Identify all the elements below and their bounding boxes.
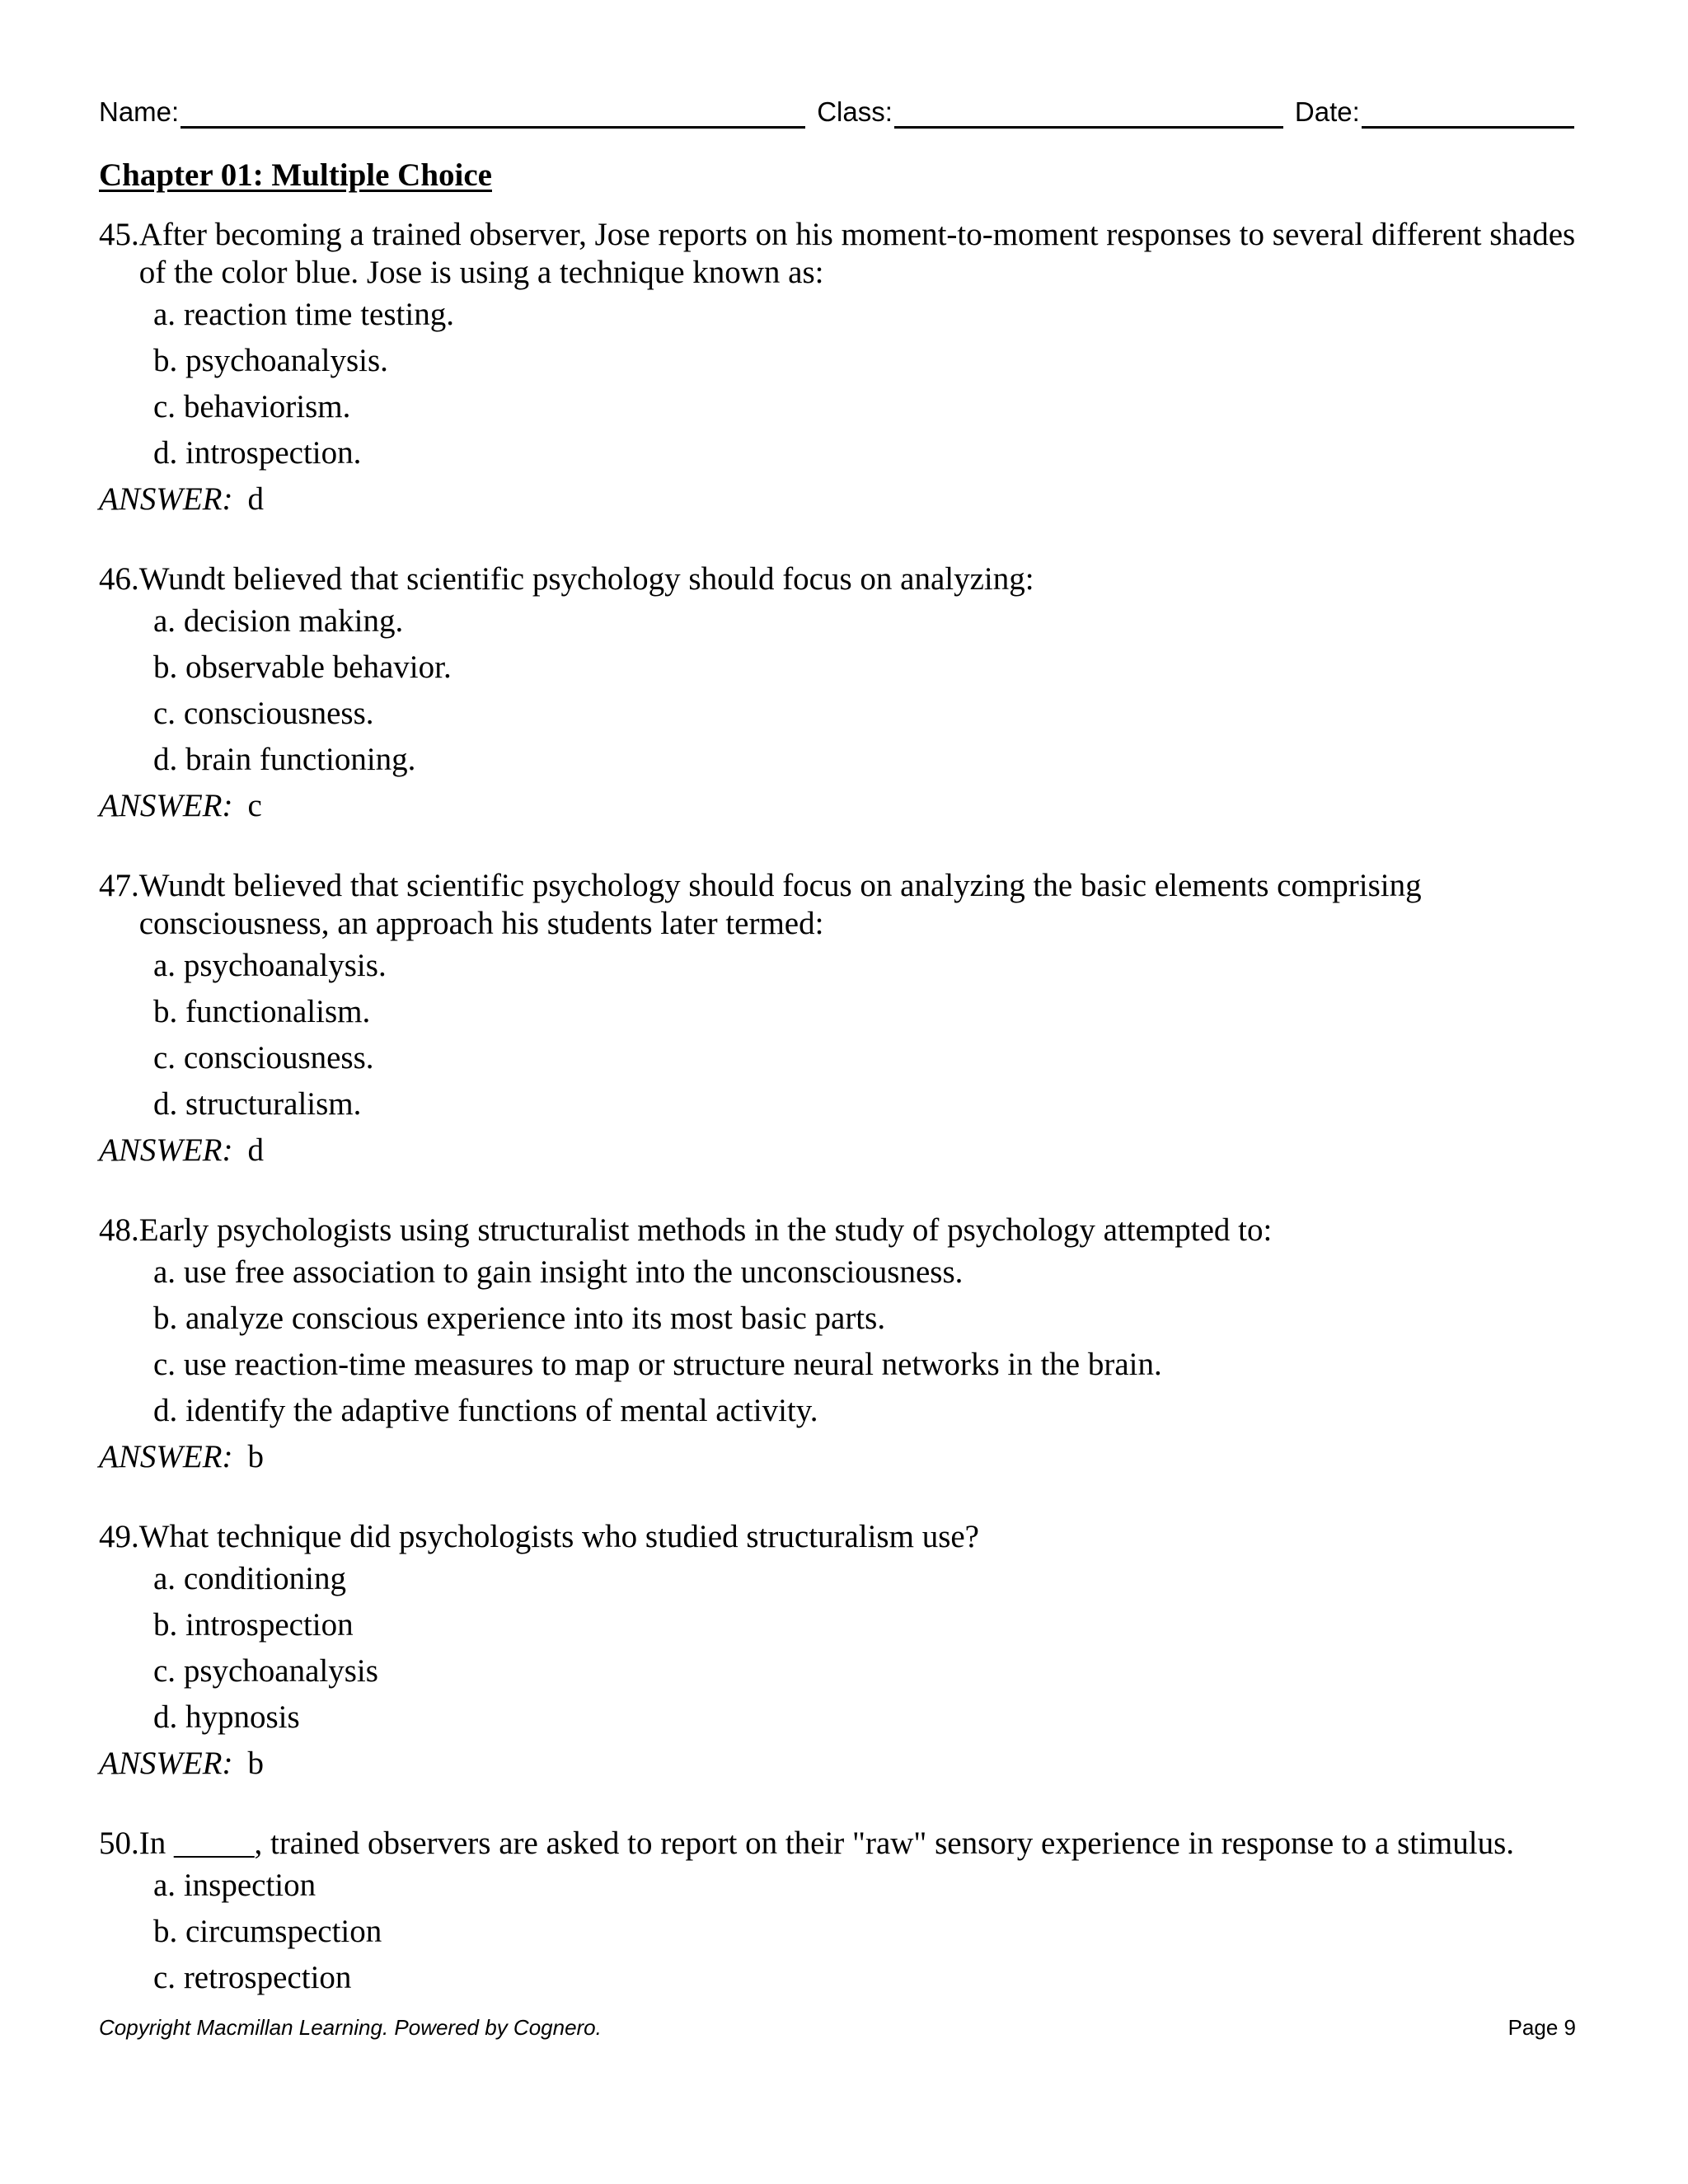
answer-option bbox=[153, 292, 1582, 338]
option-letter: a. bbox=[153, 1254, 176, 1290]
option-letter: c. bbox=[153, 1347, 176, 1382]
option-text: introspection. bbox=[185, 435, 362, 471]
page-footer bbox=[99, 2014, 1576, 2041]
question-text: Wundt believed that scientific psychology should focus on analyzing the basic elements comprising consciousness, an approach his students later termed: bbox=[138, 868, 1422, 941]
option-text: analyze conscious experience into its most basic parts. bbox=[185, 1301, 886, 1336]
answer-option bbox=[153, 1249, 1582, 1296]
answer-options bbox=[153, 598, 1582, 783]
spacer bbox=[177, 742, 185, 777]
answer-option bbox=[153, 598, 1582, 644]
option-letter: c. bbox=[153, 1653, 176, 1689]
answer-option bbox=[153, 644, 1582, 691]
question-stem bbox=[99, 216, 1582, 292]
spacer bbox=[177, 435, 185, 471]
option-letter: a. bbox=[153, 1561, 176, 1596]
answer-value: b bbox=[247, 1746, 264, 1781]
answer-option bbox=[153, 737, 1582, 783]
answer-option bbox=[153, 1081, 1582, 1127]
name-label: Name: bbox=[99, 96, 180, 127]
option-letter: b. bbox=[153, 649, 178, 685]
spacer bbox=[177, 994, 185, 1029]
answer-option bbox=[153, 1342, 1582, 1388]
answer-option bbox=[153, 1694, 1582, 1741]
option-text: inspection bbox=[183, 1868, 316, 1903]
spacer bbox=[177, 1086, 185, 1122]
option-letter: d. bbox=[153, 1086, 178, 1122]
answer-option bbox=[153, 1955, 1582, 2001]
spacer bbox=[176, 1960, 184, 1995]
spacer bbox=[177, 1607, 185, 1643]
question-item bbox=[99, 560, 1582, 829]
answer-key bbox=[99, 1434, 1582, 1480]
answer-label: ANSWER: bbox=[99, 788, 233, 823]
answer-key bbox=[99, 1741, 1582, 1787]
answer-option bbox=[153, 1648, 1582, 1694]
answer-key bbox=[99, 1127, 1582, 1174]
option-text: psychoanalysis. bbox=[185, 343, 388, 378]
option-letter: a. bbox=[153, 948, 176, 983]
question-text: Wundt believed that scientific psychology should focus on analyzing: bbox=[138, 561, 1034, 597]
spacer bbox=[177, 649, 185, 685]
spacer bbox=[176, 1347, 184, 1382]
spacer bbox=[176, 1040, 184, 1076]
option-letter: d. bbox=[153, 435, 178, 471]
option-letter: d. bbox=[153, 1393, 178, 1428]
option-letter: a. bbox=[153, 297, 176, 332]
option-text: introspection bbox=[185, 1607, 354, 1643]
question-text: After becoming a trained observer, Jose reports on his moment-to-moment responses to several different shades of the color blue. Jose is using a technique known as: bbox=[138, 217, 1576, 290]
option-text: behaviorism. bbox=[183, 389, 351, 424]
answer-options bbox=[153, 943, 1582, 1127]
page-number: Page 9 bbox=[1507, 2015, 1576, 2040]
option-text: consciousness. bbox=[183, 1040, 374, 1076]
answer-option bbox=[153, 989, 1582, 1035]
question-list bbox=[99, 216, 1582, 2039]
question-number: 45. bbox=[99, 217, 139, 252]
option-text: consciousness. bbox=[183, 696, 374, 731]
question-stem bbox=[99, 867, 1582, 943]
name-field bbox=[99, 96, 817, 129]
option-text: decision making. bbox=[183, 603, 404, 639]
answer-key bbox=[99, 476, 1582, 523]
question-number: 46. bbox=[99, 561, 139, 597]
spacer bbox=[176, 1868, 184, 1903]
student-info-header bbox=[99, 96, 1576, 129]
answer-label: ANSWER: bbox=[99, 1746, 233, 1781]
answer-value: c bbox=[247, 788, 262, 823]
option-letter: c. bbox=[153, 389, 176, 424]
option-text: structuralism. bbox=[185, 1086, 362, 1122]
option-letter: b. bbox=[153, 994, 178, 1029]
option-letter: c. bbox=[153, 696, 176, 731]
question-number: 49. bbox=[99, 1519, 139, 1554]
option-text: retrospection bbox=[183, 1960, 352, 1995]
question-stem bbox=[99, 1825, 1582, 1863]
question-stem bbox=[99, 1518, 1582, 1556]
date-label: Date: bbox=[1294, 96, 1360, 127]
spacer bbox=[177, 1393, 185, 1428]
answer-label: ANSWER: bbox=[99, 1439, 233, 1474]
question-stem bbox=[99, 1212, 1582, 1249]
spacer bbox=[176, 603, 184, 639]
question-item bbox=[99, 1212, 1582, 1480]
question-text: Early psychologists using structuralist methods in the study of psychology attempted to: bbox=[138, 1212, 1273, 1248]
spacer bbox=[177, 1699, 185, 1735]
spacer bbox=[176, 1561, 184, 1596]
option-letter: a. bbox=[153, 1868, 176, 1903]
class-blank-line bbox=[894, 98, 1283, 129]
answer-option bbox=[153, 384, 1582, 430]
option-text: use free association to gain insight into the unconsciousness. bbox=[183, 1254, 964, 1290]
option-text: reaction time testing. bbox=[183, 297, 454, 332]
answer-option bbox=[153, 691, 1582, 737]
question-text: What technique did psychologists who studied structuralism use? bbox=[138, 1519, 979, 1554]
spacer bbox=[176, 696, 184, 731]
option-text: psychoanalysis bbox=[183, 1653, 378, 1689]
class-label: Class: bbox=[817, 96, 893, 127]
answer-option bbox=[153, 338, 1582, 384]
question-item bbox=[99, 1825, 1582, 2001]
answer-option bbox=[153, 1602, 1582, 1648]
spacer bbox=[176, 1254, 184, 1290]
question-item bbox=[99, 216, 1582, 523]
option-letter: c. bbox=[153, 1040, 176, 1076]
answer-option bbox=[153, 1296, 1582, 1342]
answer-option bbox=[153, 943, 1582, 989]
option-text: identify the adaptive functions of mental activity. bbox=[185, 1393, 818, 1428]
answer-option bbox=[153, 1556, 1582, 1602]
spacer bbox=[177, 1301, 185, 1336]
spacer bbox=[176, 948, 184, 983]
answer-options bbox=[153, 1863, 1582, 2001]
answer-label: ANSWER: bbox=[99, 481, 233, 517]
option-text: circumspection bbox=[185, 1914, 382, 1949]
option-text: psychoanalysis. bbox=[183, 948, 387, 983]
spacer bbox=[176, 389, 184, 424]
question-number: 50. bbox=[99, 1825, 139, 1861]
option-text: brain functioning. bbox=[185, 742, 416, 777]
answer-option bbox=[153, 1035, 1582, 1081]
answer-option bbox=[153, 1909, 1582, 1955]
question-number: 47. bbox=[99, 868, 139, 903]
copyright-text: Copyright Macmillan Learning. Powered by Cognero. bbox=[99, 2015, 602, 2040]
option-letter: b. bbox=[153, 1607, 178, 1643]
question-stem bbox=[99, 560, 1582, 598]
question-text: In _____, trained observers are asked to report on their "raw" sensory experience in response to a stimulus. bbox=[138, 1825, 1515, 1861]
answer-options bbox=[153, 1556, 1582, 1741]
option-text: use reaction-time measures to map or structure neural networks in the brain. bbox=[183, 1347, 1162, 1382]
answer-key bbox=[99, 783, 1582, 829]
date-field bbox=[1295, 96, 1574, 129]
answer-label: ANSWER: bbox=[99, 1132, 233, 1168]
option-letter: b. bbox=[153, 1914, 178, 1949]
option-text: hypnosis bbox=[185, 1699, 300, 1735]
option-text: functionalism. bbox=[185, 994, 371, 1029]
option-letter: d. bbox=[153, 742, 178, 777]
question-item bbox=[99, 867, 1582, 1174]
name-blank-line bbox=[181, 98, 805, 129]
answer-option bbox=[153, 1388, 1582, 1434]
class-field bbox=[817, 96, 1295, 129]
question-item bbox=[99, 1518, 1582, 1787]
spacer bbox=[177, 343, 185, 378]
answer-value: b bbox=[247, 1439, 264, 1474]
date-blank-line bbox=[1362, 98, 1574, 129]
question-number: 48. bbox=[99, 1212, 139, 1248]
answer-option bbox=[153, 430, 1582, 476]
option-letter: b. bbox=[153, 1301, 178, 1336]
spacer bbox=[177, 1914, 185, 1949]
spacer bbox=[176, 297, 184, 332]
spacer bbox=[176, 1653, 184, 1689]
answer-value: d bbox=[247, 1132, 264, 1168]
option-letter: b. bbox=[153, 343, 178, 378]
answer-value: d bbox=[247, 481, 264, 517]
answer-option bbox=[153, 1863, 1582, 1909]
answer-options bbox=[153, 1249, 1582, 1434]
chapter-title: Chapter 01: Multiple Choice bbox=[99, 157, 492, 193]
answer-options bbox=[153, 292, 1582, 476]
option-text: conditioning bbox=[183, 1561, 346, 1596]
option-letter: a. bbox=[153, 603, 176, 639]
option-letter: d. bbox=[153, 1699, 178, 1735]
option-letter: c. bbox=[153, 1960, 176, 1995]
option-text: observable behavior. bbox=[185, 649, 452, 685]
